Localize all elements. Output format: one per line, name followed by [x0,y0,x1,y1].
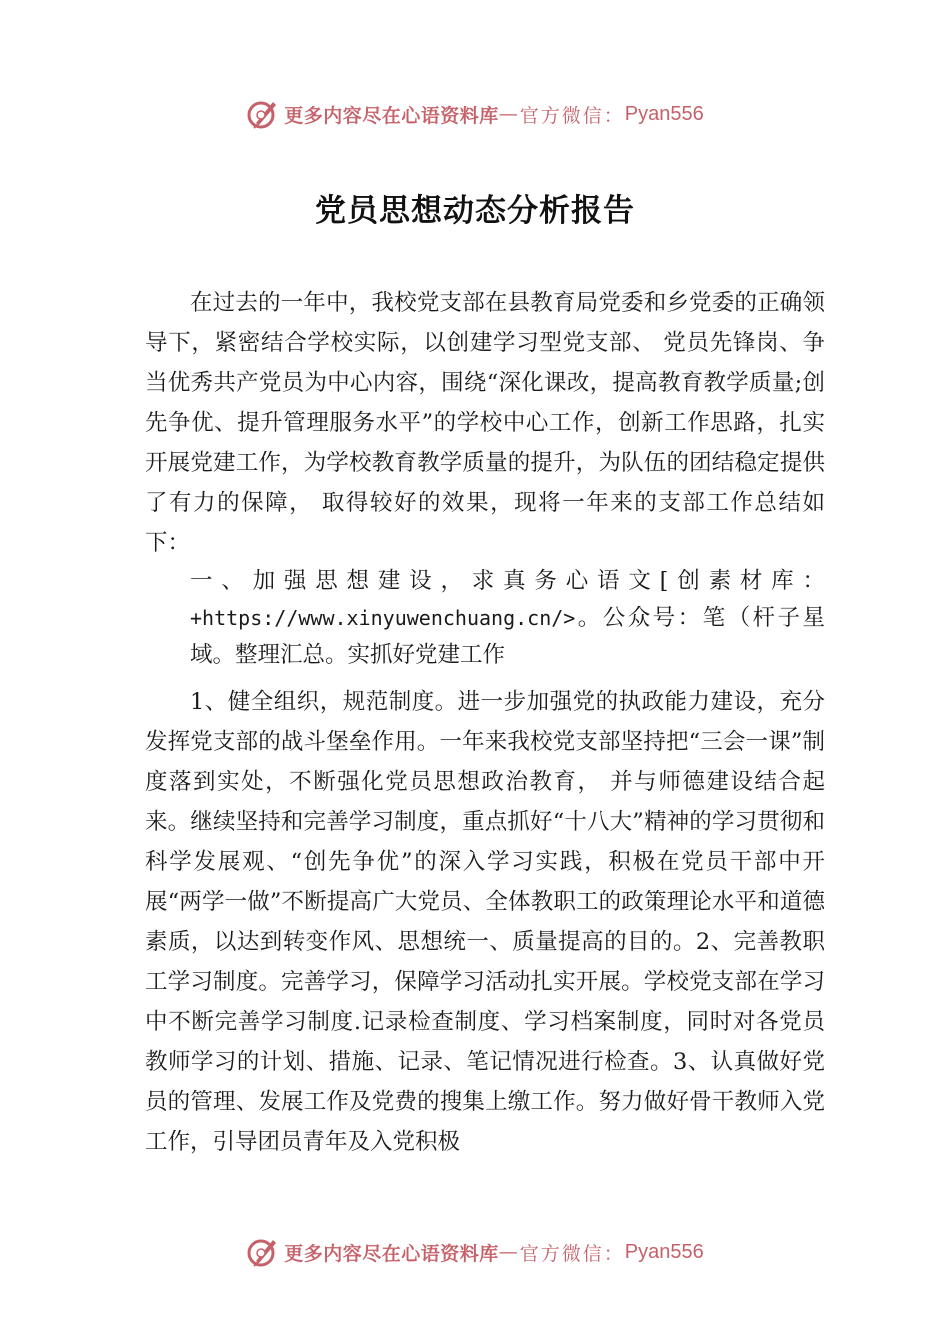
watermark-id: Pyan556 [624,102,704,125]
section-1-heading-text: 一、加强思想建设，求真务心语文[创素材库： [190,568,825,594]
watermark-main-text: 更多内容尽在心语资料库 [284,1242,499,1265]
document-body [145,283,825,1162]
quill-pen-logo-icon [246,97,280,131]
section-1-heading [145,563,825,674]
watermark-sub-text: 官方微信： [519,1242,625,1265]
watermark-dash: — [498,103,520,125]
watermark-sub-text: 官方微信： [519,104,625,127]
quill-pen-logo-icon [246,1235,280,1269]
watermark-banner-bottom [0,1232,950,1272]
section-1-tail: 。公众号：笔（杆子星域。整理汇总。实抓好党建工作 [190,605,825,668]
watermark-dash: — [498,1241,520,1263]
section-1-url: +https://www.xinyuwenchuang.cn/> [190,606,576,630]
intro-paragraph: 在过去的一年中，我校党支部在县教育局党委和乡党委的正确领导下，紧密结合学校实际，以创建学习型党支部、 党员先锋岗、争当优秀共产党员为中心内容，围绕“深化课改，提高教育教学质量;创先争优、提升管理服务水平”的学校中心工作，创新工作思路，扎实开展党建工作，为学校教育教学质量的提升，为队伍的团结稳定提供了有力的保障， 取得较好的效果，现将一年来的支部工作总结如下： [145,290,825,556]
paragraph-2: 1、健全组织，规范制度。进一步加强党的执政能力建设，充分发挥党支部的战斗堡垒作用。一年来我校党支部坚持把“三会一课”制度落到实处，不断强化党员思想政治教育， 并与师德建设结合起来。继续坚持和完善学习制度，重点抓好“十八大”精神的学习贯彻和科学发展观、“创先争优”的深入学习实践，积极在党员干部中开展“两学一做”不断提高广大党员、全体教职工的政策理论水平和道德素质，以达到转变作风、思想统一、质量提高的目的。2、完善教职工学习制度。完善学习，保障学习活动扎实开展。学校党支部在学习中不断完善学习制度.记录检查制度、学习档案制度，同时对各党员教师学习的计划、措施、记录、笔记情况进行检查。3、认真做好党员的管理、发展工作及党费的搜集上缴工作。努力做好骨干教师入党工作，引导团员青年及入党积极 [145,689,825,1155]
watermark-banner-top [0,94,950,134]
document-title: 党员思想动态分析报告 [315,193,635,229]
watermark-main-text: 更多内容尽在心语资料库 [284,104,499,127]
watermark-id: Pyan556 [624,1240,704,1263]
